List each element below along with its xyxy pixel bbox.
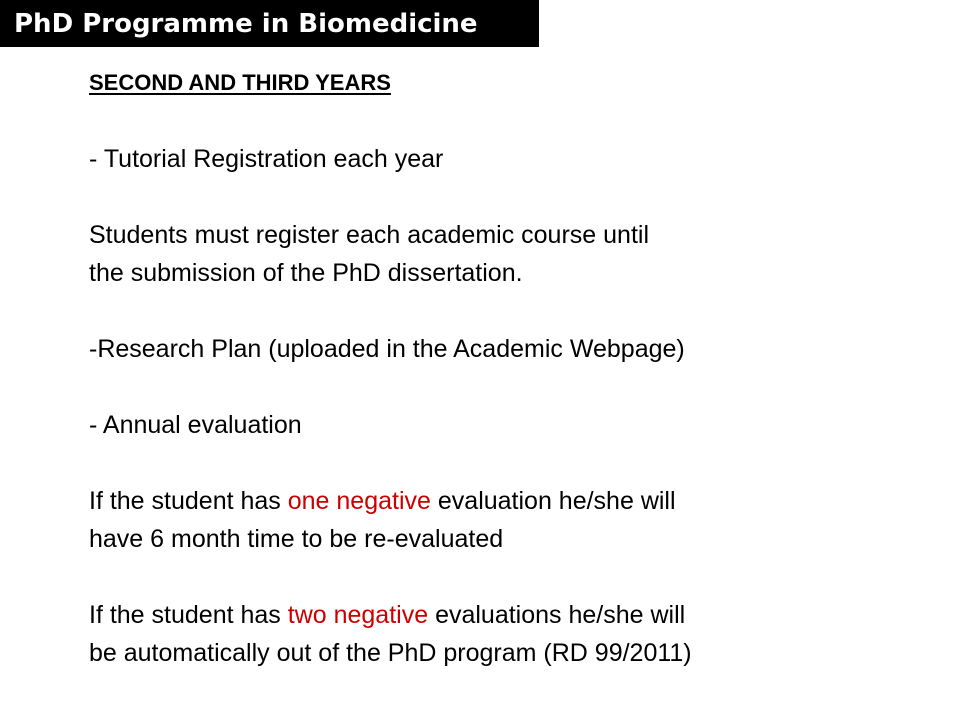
one-negative-highlight: one negative [287,487,431,515]
research-plan-item: -Research Plan (uploaded in the Academic Webpage) [89,335,685,363]
slide-title: PhD Programme in Biomedicine [14,9,478,39]
blank-line [89,444,929,482]
blank-line [89,558,929,596]
section-heading: SECOND AND THIRD YEARS [89,70,391,95]
students-register-line-2: the submission of the PhD dissertation. [89,259,523,287]
one-negative-line-2: have 6 month time to be re-evaluated [89,525,504,553]
two-negative-highlight: two negative [287,601,429,629]
two-negative-prefix: If the student has [89,601,288,629]
blank-line [89,102,929,140]
students-register-line-1: Students must register each academic course until [89,221,649,249]
one-negative-line-1 [89,482,929,520]
slide-body [89,64,929,672]
blank-line [89,178,929,216]
blank-line [89,368,929,406]
one-negative-suffix: evaluation he/she will [430,487,676,515]
tutorial-registration-item: - Tutorial Registration each year [89,145,444,173]
two-negative-line-1 [89,596,929,634]
annual-evaluation-item: - Annual evaluation [89,411,302,439]
title-bar [0,0,539,47]
one-negative-prefix: If the student has [89,487,288,515]
two-negative-line-2: be automatically out of the PhD program (RD 99/2011) [89,639,692,667]
two-negative-suffix: evaluations he/she will [428,601,686,629]
blank-line [89,292,929,330]
